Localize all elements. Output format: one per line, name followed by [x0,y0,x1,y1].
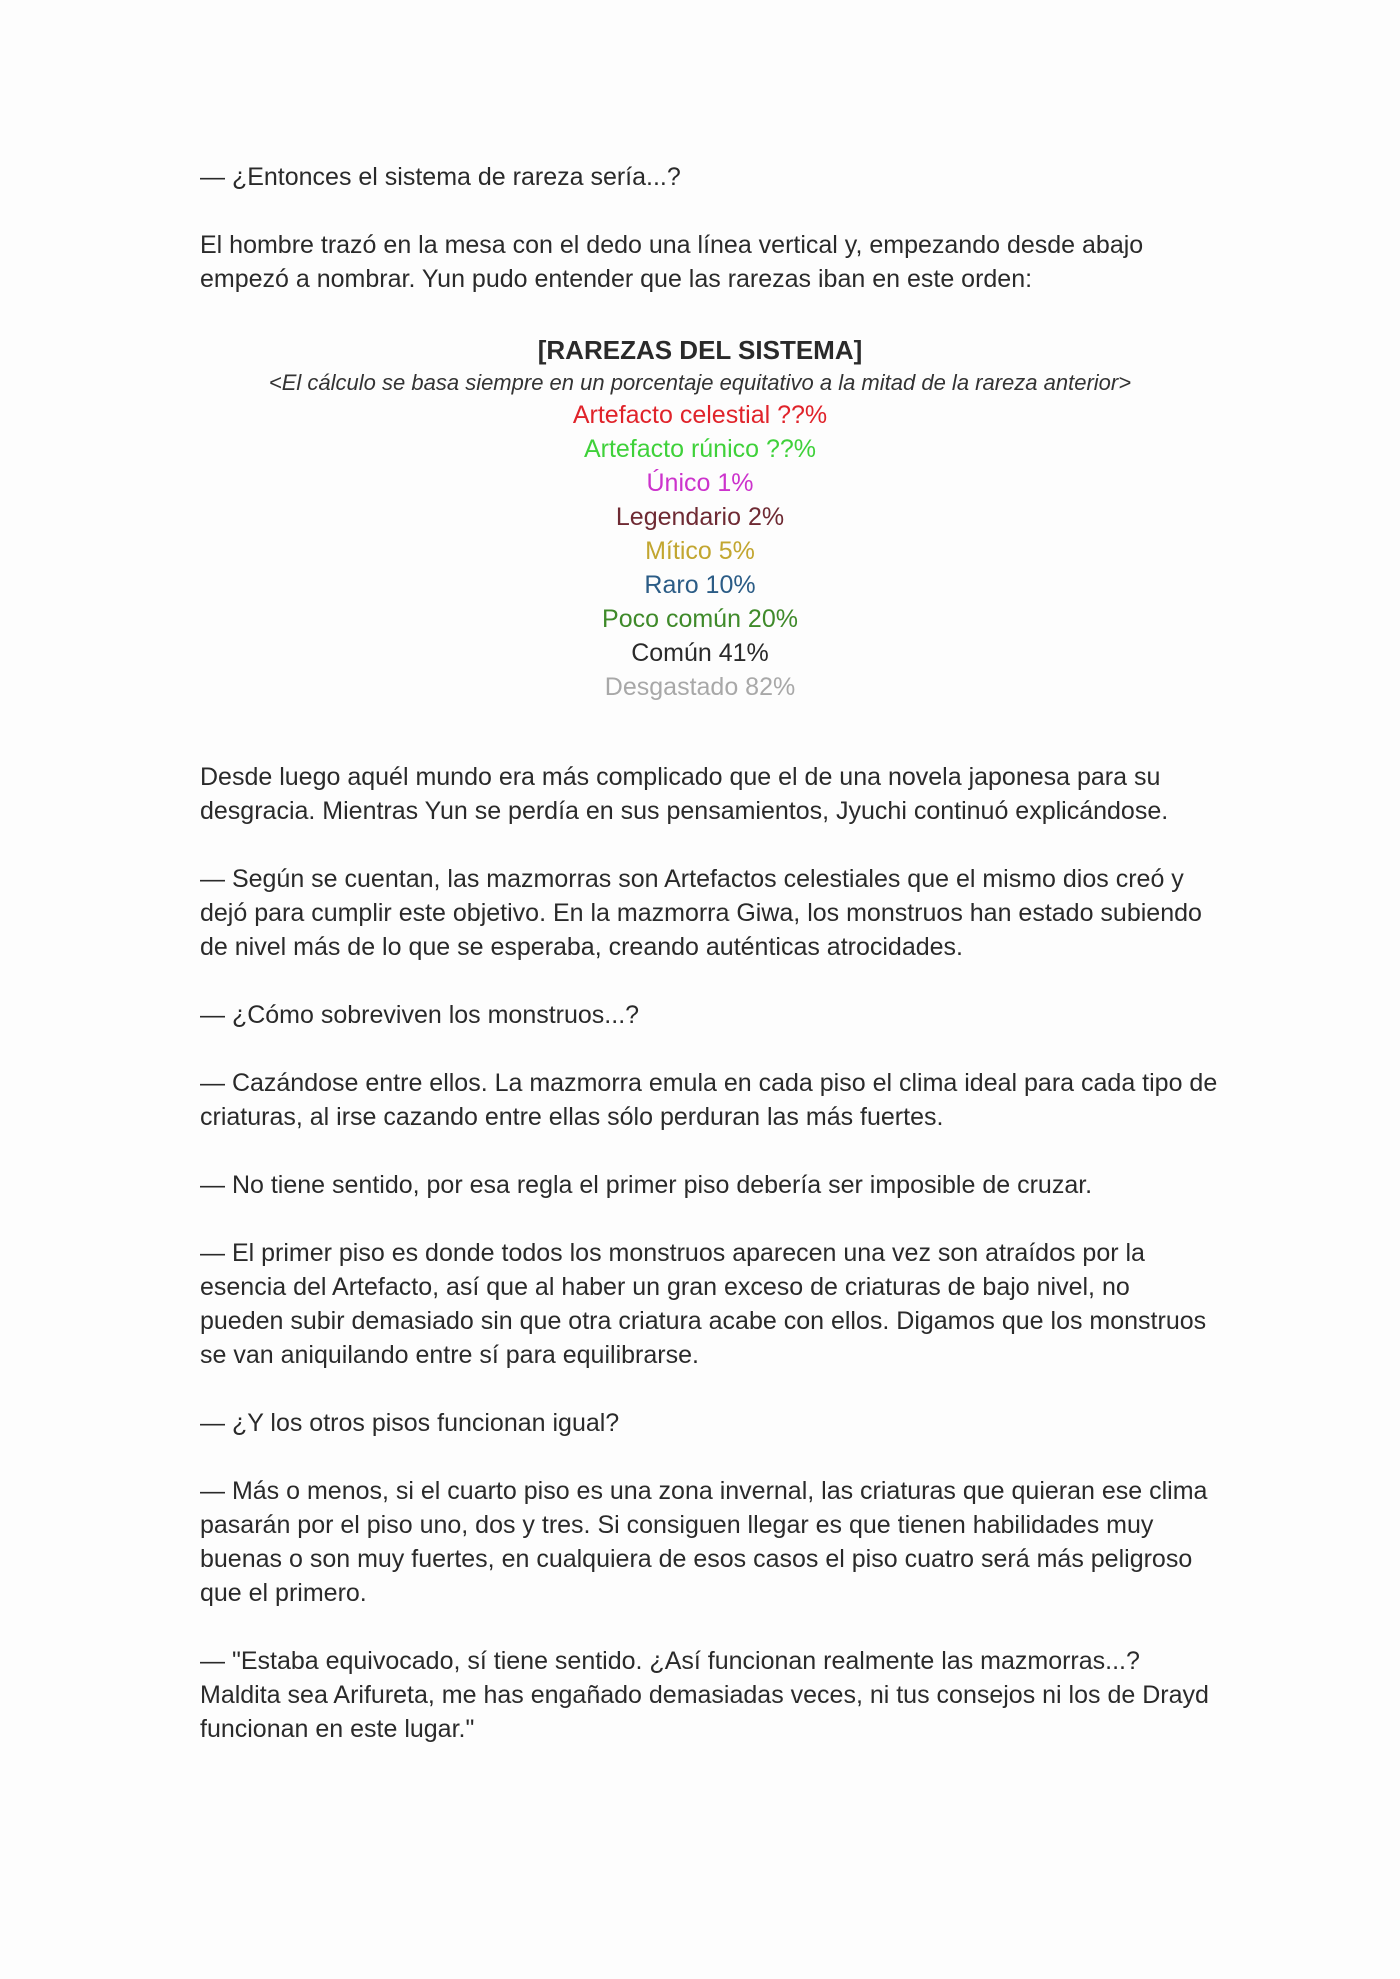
rarity-title: [RAREZAS DEL SISTEMA] [537,335,863,365]
dialogue-paragraph: — "Estaba equivocado, sí tiene sentido. ¿Así funcionan realmente las mazmorras...? Maldita sea Arifureta, me has engañado demasiadas veces, ni tus consejos ni los de Drayd funcionan en este lugar." [200,1647,1209,1743]
dialogue-paragraph: — No tiene sentido, por esa regla el primer piso debería ser imposible de cruzar. [200,1171,1093,1199]
dialogue-paragraph: — ¿Cómo sobreviven los monstruos...? [200,1001,640,1029]
dialogue-paragraph: — Según se cuentan, las mazmorras son Artefactos celestiales que el mismo dios creó y dejó para cumplir este objetivo. En la mazmorra Giwa, los monstruos han estado subiendo de nivel más de lo que se esperaba, creando auténticas atrocidades. [200,865,1202,961]
dialogue-paragraph: — El primer piso es donde todos los monstruos aparecen una vez son atraídos por la esencia del Artefacto, así que al haber un gran exceso de criaturas de bajo nivel, no pueden subir demasiado sin que otra criatura acabe con ellos. Digamos que los monstruos se van aniquilando entre sí para equilibrarse. [200,1239,1207,1369]
rarity-item: Legendario 2% [615,503,785,531]
narration-paragraph: Desde luego aquél mundo era más complicado que el de una novela japonesa para su desgracia. Mientras Yun se perdía en sus pensamientos, Jyuchi continuó explicándose. [200,763,1169,825]
rarity-item: Artefacto celestial ??% [572,401,828,429]
rarity-item: Único 1% [646,469,754,497]
rarity-subtitle: <El cálculo se basa siempre en un porcentaje equitativo a la mitad de la rareza anterior> [268,370,1132,395]
rarity-item: Poco común 20% [602,605,798,633]
rarity-item: Común 41% [631,639,769,667]
document-body [200,160,1220,1780]
rarity-item: Raro 10% [644,571,756,599]
dialogue-paragraph: — Cazándose entre ellos. La mazmorra emula en cada piso el clima ideal para cada tipo de criaturas, al irse cazando entre ellas sólo perduran las más fuertes. [200,1069,1218,1131]
dialogue-paragraph: — ¿Y los otros pisos funcionan igual? [200,1409,620,1437]
rarity-item: Mítico 5% [645,537,755,565]
dialogue-paragraph: — ¿Entonces el sistema de rareza sería...? [200,163,681,191]
rarity-item: Artefacto rúnico ??% [583,435,817,463]
rarity-list [200,332,1200,704]
dialogue-paragraph: — Más o menos, si el cuarto piso es una zona invernal, las criaturas que quieran ese clima pasarán por el piso uno, dos y tres. Si consiguen llegar es que tienen habilidades muy buenas o son muy fuertes, en cualquiera de esos casos el piso cuatro será más peligroso que el primero. [200,1477,1208,1607]
narration-paragraph: El hombre trazó en la mesa con el dedo una línea vertical y, empezando desde abajo empezó a nombrar. Yun pudo entender que las rarezas iban en este orden: [200,231,1144,293]
rarity-item: Desgastado 82% [604,673,796,701]
rarity-items [200,398,1200,704]
